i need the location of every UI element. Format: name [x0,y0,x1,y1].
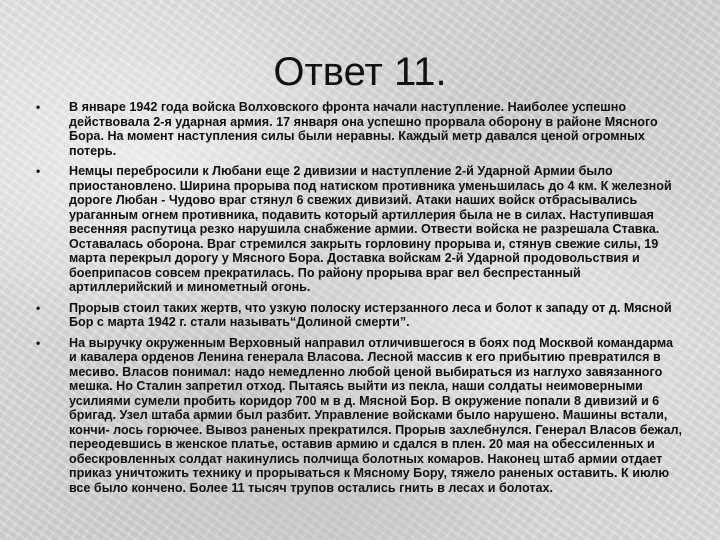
bullet-list [36,100,682,501]
list-item [36,336,682,496]
bullet-icon: • [36,100,41,114]
list-item [36,164,682,295]
list-item-text: Прорыв стоил таких жертв, что узкую полоску истерзанного леса и болот к западу от д. Мясной Бор с марта 1942 г. стали называть“Долиной смерти”. [69,300,672,329]
slide-title: Ответ 11. [273,50,447,94]
bullet-icon: • [36,335,41,350]
list-item-text: В январе 1942 года войска Волховского фронта начали наступление. Наиболее успешно действовала 2-я ударная армия. 17 января она успешно прорвала оборону в районе Мясного Бора. На момент наступления силы были неравны. Каждый метр давался ценой огромных потерь. [69,100,658,158]
list-item [36,100,682,158]
list-item-text: Немцы перебросили к Любани еще 2 дивизии и наступление 2-й Ударной Армии было приостановлено. Ширина прорыва под натиском противника уменьшилась до 4 км. К железной дороге Любан - Чудово враг стянул 6 свежих дивизий. Атаки наших войск отбрасывались ураганным огнем противника, подавить который артиллерия была не в силах. Наступившая весенняя распутица резко нарушила снабжение армии. Отвести войска не разрешала Ставка. Оставалась оборона. Враг стремился закрыть горловину прорыва и, стянув свежие силы, 19 марта перекрыл дорогу у Мясного Бора. Доставка войскам 2-й Ударной продовольствия и боеприпасов совсем прекратилась. По району прорыва враг вел беспрестанный артиллерийский и минометный огонь. [69,164,672,294]
bullet-icon: • [36,164,41,178]
list-item [36,301,682,330]
bullet-icon: • [36,300,41,315]
list-item-text: На выручку окруженным Верховный направил отличившегося в боях под Москвой командарма и кавалера орденов Ленина генерала Власова. Лесной массив к его прибытию превратился в месиво. Власов понимал: надо немедленно любой ценой выбираться из наглухо завязанного мешка. Но Сталин запретил отход. Пытаясь выйти из пекла, наши солдаты неимоверными усилиями сумели пробить коридор 700 м в д. Мясной Бор. В окружение попали 8 дивизий и 6 бригад. Узел штаба армии был разбит. Управление войсками было нарушено. Машины встали, кончи- лось горючее. Вывоз раненых прекратился. Прорыв захлебнулся. Генерал Власов бежал, переодевшись в женское платье, оставив армию и сдался в плен. 20 мая на обессиленных и обескровленных солдат накинулись полчища болотных комаров. Наконец штаб армии отдает приказ уничтожить технику и прорываться к Мясному Бору, тяжело раненых оставить. К июлю все было кончено. Более 11 тысяч трупов остались гнить в лесах и болотах. [69,335,682,495]
